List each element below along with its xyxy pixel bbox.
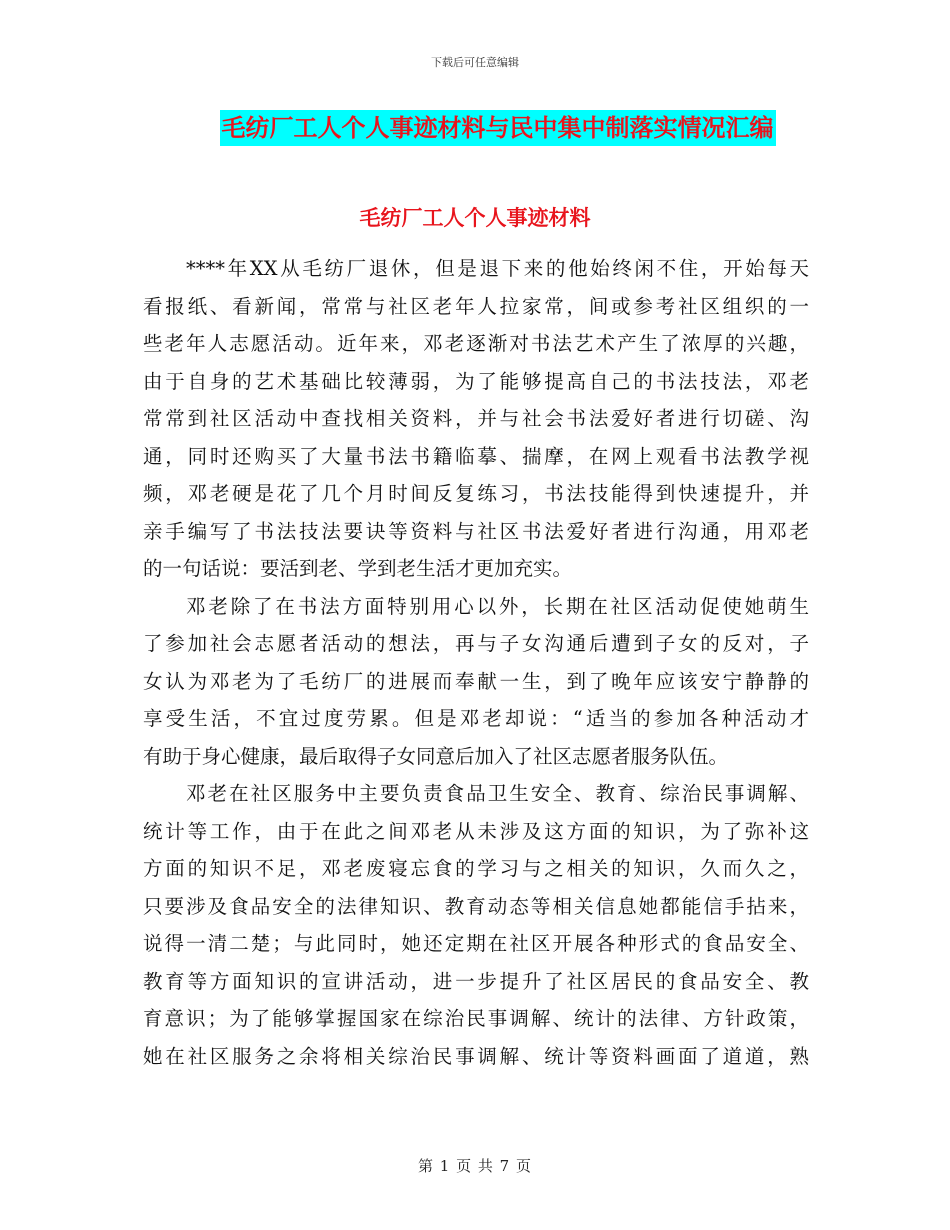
- text-line: 女认为邓老为了毛纺厂的进展而奉献一生，到了晚年应该安宁静静的: [143, 669, 809, 693]
- text-line: 教育等方面知识的宣讲活动，进一步提升了社区居民的食品安全、教: [143, 969, 809, 993]
- text-line: 些老年人志愿活动。近年来，邓老逐渐对书法艺术产生了浓厚的兴趣，: [143, 332, 809, 355]
- text-line: 方面的知识不足，邓老废寝忘食的学习与之相关的知识，久而久之，: [143, 857, 809, 880]
- header-note: 下载后可任意编辑: [431, 56, 519, 69]
- text-line: 频，邓老硬是花了几个月时间反复练习，书法技能得到快速提升，并: [143, 482, 809, 505]
- text-line: 育意识；为了能够掌握国家在综治民事调解、统计的法律、方针政策，: [143, 1007, 809, 1030]
- main-title: 毛纺厂工人个人事迹材料与民中集中制落实情况汇编: [220, 110, 776, 146]
- text-line: 亲手编写了书法技法要诀等资料与社区书法爱好者进行沟通，用邓老: [143, 519, 809, 543]
- paragraph-3: [143, 775, 809, 1075]
- text-line: 的一句话说：要活到老、学到老生活才更加充实。: [143, 557, 573, 580]
- text-line: 通，同时还购买了大量书法书籍临摹、揣摩，在网上观看书法教学视: [143, 444, 809, 468]
- text-line: 她在社区服务之余将相关综治民事调解、统计等资料画面了道道，熟: [143, 1044, 809, 1068]
- document-body: [143, 250, 809, 1075]
- text-line: ****年XX从毛纺厂退休，但是退下来的他始终闲不住，开始每天: [186, 257, 809, 280]
- text-line: 只要涉及食品安全的法律知识、教育动态等相关信息她都能信手拈来，: [143, 894, 809, 918]
- page-footer: 第 1 页 共 7 页: [418, 1157, 532, 1175]
- text-line: 常常到社区活动中查找相关资料，并与社会书法爱好者进行切磋、沟: [143, 407, 809, 430]
- text-line: 说得一清二楚；与此同时，她还定期在社区开展各种形式的食品安全、: [143, 932, 809, 955]
- section-title: 毛纺厂工人个人事迹材料: [359, 205, 591, 230]
- paragraph-2: [143, 588, 809, 776]
- text-line: 由于自身的艺术基础比较薄弱，为了能够提高自己的书法技法，邓老: [143, 369, 809, 393]
- text-line: 邓老在社区服务中主要负责食品卫生安全、教育、综治民事调解、: [186, 782, 809, 805]
- text-line: 享受生活，不宜过度劳累。但是邓老却说：“适当的参加各种活动才: [143, 707, 809, 730]
- main-title-container: [0, 110, 950, 146]
- text-line: 有助于身心健康，最后取得子女同意后加入了社区志愿者服务队伍。: [143, 744, 729, 768]
- text-line: 看报纸、看新闻，常常与社区老年人拉家常，间或参考社区组织的一: [143, 294, 809, 318]
- text-line: 邓老除了在书法方面特别用心以外，长期在社区活动促使她萌生: [186, 594, 809, 618]
- paragraph-1: [143, 250, 809, 588]
- text-line: 了参加社会志愿者活动的想法，再与子女沟通后遭到子女的反对，子: [143, 632, 809, 655]
- text-line: 统计等工作，由于在此之间邓老从未涉及这方面的知识，为了弥补这: [143, 819, 809, 843]
